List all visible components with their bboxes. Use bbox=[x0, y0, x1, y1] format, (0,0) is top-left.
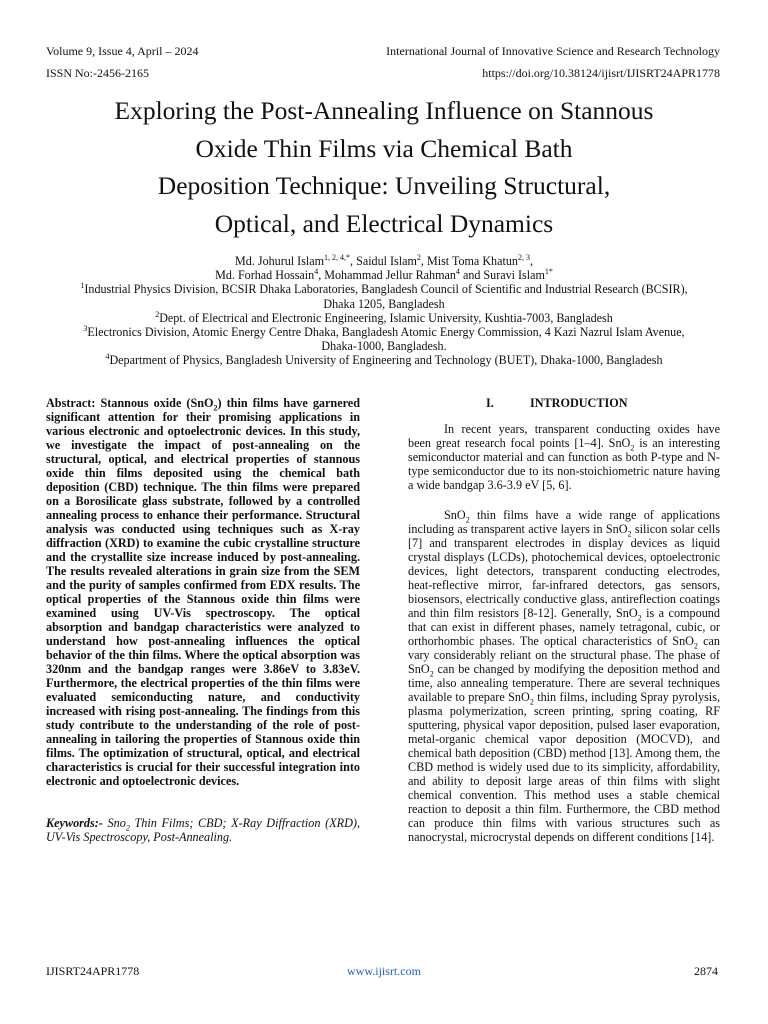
author-name: , Saidul Islam bbox=[350, 254, 417, 268]
keywords-text: Thin Films; CBD; X-Ray Diffraction (XRD), UV-Vis Spectroscopy, Post-Annealing. bbox=[46, 816, 361, 844]
subscript: 2 bbox=[465, 515, 470, 525]
para-text: is an interesting semiconductor material and can function as both P-type and N-type semiconductor due to its non-stoichiometric nature having a wide bandgap 3.6-3.9 eV [5, 6]. bbox=[408, 435, 720, 492]
affiliation-text: Department of Physics, Bangladesh University of Engineering and Technology (BUET), Dhaka-1000, Bangladesh bbox=[109, 353, 663, 368]
para-text: can vary considerably reliant on the structural phase. The phase of SnO bbox=[408, 633, 720, 676]
author-affiliation-sup: 4 bbox=[455, 267, 460, 277]
abstract-text: ) thin films have garnered significant attention for their promising applications in various electronic and optoelectronic devices. In this study, we investigate the impact of post-annealing on the structural, optical, and electrical properties of stannous oxide thin films deposited using the chemical bath deposition (CBD) technique. The thin films were prepared on a Borosilicate glass substrate, followed by a controlled annealing process to enhance their performance. Structural analysis was conducted using techniques such as X-ray diffraction (XRD) to examine the cubic crystalline structure and the crystallite size increase induced by post-annealing. The results revealed alterations in grain size from the SEM and the purity of samples confirmed from EDX results. The optical properties of the Stannous oxide thin films were examined using UV-Vis spectroscopy. The optical absorption and bandgap characteristics were analyzed to understand how post-annealing influences the optical behavior of the thin films. Where the optical absorption was 320nm and the bandgap ranges were 3.86eV to 3.83eV. Furthermore, the electrical properties of the thin films were evaluated semiconducting nature, and conductivity increased with rising post-annealing. The findings from this study contribute to the understanding of the role of post-annealing in tailoring the properties of Stannous oxide thin films. The optimization of structural, optical, and electrical characteristics is crucial for their successful integration into electronic and optoelectronic devices. bbox=[46, 396, 360, 788]
author-affiliation-sup: 1, 2, 4,* bbox=[324, 252, 351, 262]
section-title: INTRODUCTION bbox=[530, 396, 628, 410]
author-name: Md. Forhad Hossain bbox=[215, 268, 315, 283]
title-line: Exploring the Post-Annealing Influence on Stannous bbox=[114, 96, 654, 125]
author-name: Md. Johurul Islam bbox=[235, 254, 325, 268]
subscript: 2 bbox=[125, 823, 130, 833]
author-affiliation-sup: 2 bbox=[416, 252, 421, 262]
affiliation bbox=[40, 311, 728, 325]
affiliation-sup: 1 bbox=[80, 281, 85, 291]
abstract bbox=[46, 396, 360, 788]
subscript: 2 bbox=[693, 641, 698, 651]
author-name: , Mohammad Jellur Rahman bbox=[318, 268, 456, 283]
affiliation bbox=[40, 282, 728, 296]
affiliation-text: Electronics Division, Atomic Energy Centre Dhaka, Bangladesh Atomic Energy Commission, 4 Kazi Nazrul Islam Avenue, bbox=[87, 325, 685, 340]
subscript: 2 bbox=[637, 613, 642, 623]
intro-paragraph bbox=[408, 422, 720, 492]
affiliation bbox=[40, 353, 728, 367]
author-name: and Suravi Islam bbox=[459, 268, 545, 283]
para-text: can be changed by modifying the deposition method and time, also annealing temperature. There are several techniques available to prepare SnO bbox=[408, 661, 720, 704]
affiliation-text: Industrial Physics Division, BCSIR Dhaka Laboratories, Bangladesh Council of Scientific and Industrial Research (BCSIR), bbox=[84, 282, 688, 297]
paper-title bbox=[40, 92, 728, 242]
para-text: SnO bbox=[444, 508, 466, 522]
author-block bbox=[40, 254, 728, 368]
affiliation-text: Dhaka 1205, Bangladesh bbox=[323, 296, 445, 311]
footer-website-link[interactable]: www.ijisrt.com bbox=[347, 964, 421, 978]
title-line: Oxide Thin Films via Chemical Bath bbox=[195, 133, 573, 163]
affiliation-text: Dept. of Electrical and Electronic Engineering, Islamic University, Kushtia-7003, Bangladesh bbox=[159, 310, 613, 325]
para-text: is a compound that can exist in different phases, namely tetragonal, cubic, or orthorhombic phases. The optical characteristics of SnO bbox=[408, 605, 720, 648]
footer-article-id: IJISRT24APR1778 bbox=[46, 964, 140, 978]
author-line bbox=[40, 254, 728, 268]
subscript: 2 bbox=[429, 669, 434, 679]
author-name: , Mist Toma Khatun bbox=[420, 254, 518, 268]
subscript: 2 bbox=[627, 529, 632, 539]
journal-name: International Journal of Innovative Science and Research Technology bbox=[386, 44, 720, 58]
keywords-label: Keywords:- bbox=[46, 816, 103, 830]
para-text: thin films, including Spray pyrolysis, plasma polymerization, screen printing, spring coating, RF sputtering, physical vapor deposition, pulsed laser evaporation, metal-organic chemical vapor deposition (MOCVD), and chemical bath deposition (CBD) method [13]. Among them, the CBD method is widely used due to its simplicity, affordability, and ability to deposit large areas of thin films with slight chemical convention. This method uses a stable chemical reaction to deposit a thin film. Furthermore, the CBD method can produce thin films with various structures such as nanocrystal, microcrystal depends on different conditions [14]. bbox=[408, 689, 720, 844]
subscript: 2 bbox=[213, 403, 218, 413]
abstract-text: Abstract: Stannous oxide (SnO bbox=[46, 396, 214, 410]
author-line bbox=[40, 268, 728, 282]
doi-link[interactable]: https://doi.org/10.38124/ijisrt/IJISRT24APR1778 bbox=[482, 66, 720, 80]
author-affiliation-sup: 4 bbox=[314, 267, 319, 277]
page-number: 2874 bbox=[694, 964, 718, 978]
author-affiliation-sup: 1* bbox=[544, 267, 553, 277]
para-text: In recent years, transparent conducting oxides have been great research focal points [1–4]. SnO bbox=[408, 422, 720, 450]
affiliation-sup: 3 bbox=[83, 323, 88, 333]
author-separator: , bbox=[529, 254, 533, 268]
keywords-text: Sno bbox=[102, 816, 126, 830]
author-affiliation-sup: 2, 3 bbox=[517, 252, 530, 262]
subscript: 2 bbox=[529, 697, 534, 707]
affiliation-sup: 2 bbox=[155, 309, 160, 319]
volume-info: Volume 9, Issue 4, April – 2024 bbox=[46, 44, 199, 58]
section-number: I. bbox=[486, 396, 494, 410]
affiliation bbox=[40, 297, 728, 311]
intro-paragraph bbox=[408, 508, 720, 844]
keywords bbox=[46, 816, 360, 844]
affiliation bbox=[40, 339, 728, 353]
para-text: silicon solar cells [7] and transparent electrodes in display devices as liquid crystal displays (LCDs), photochemical devices, optoelectronic devices, light detectors, transparent conducting electrodes, heat-reflective mirror, far-infrared detectors, gas sensors, biosensors, electrically conductive glass, antireflection coatings and thin film resistors [8-12]. Generally, SnO bbox=[408, 521, 720, 620]
affiliation-text: Dhaka-1000, Bangladesh. bbox=[321, 339, 447, 354]
affiliation bbox=[40, 325, 728, 339]
subscript: 2 bbox=[630, 443, 635, 453]
para-text: thin films have a wide range of applications including as transparent active layers in SnO bbox=[408, 508, 720, 536]
affiliation-sup: 4 bbox=[105, 352, 110, 362]
title-line: Deposition Technique: Unveiling Structural, bbox=[157, 171, 611, 200]
title-line: Optical, and Electrical Dynamics bbox=[214, 208, 554, 238]
issn: ISSN No:-2456-2165 bbox=[46, 66, 150, 80]
